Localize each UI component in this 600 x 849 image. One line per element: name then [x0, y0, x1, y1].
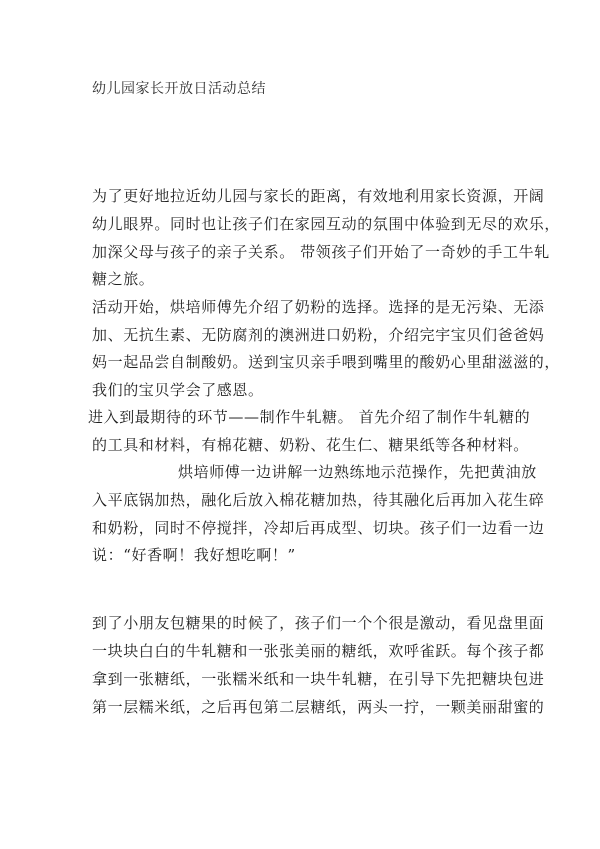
paragraph-line: 到了小朋友包糖果的时候了，孩子们一个个很是激动，看见盘里面	[92, 614, 545, 632]
paragraph-line: 我们的宝贝学会了感恩。	[92, 381, 264, 399]
paragraph-line: 为了更好地拉近幼儿园与家长的距离，有效地利用家长资源，开阔	[92, 187, 545, 205]
paragraph-line: 加、无抗生素、无防腐剂的澳洲进口奶粉，介绍完宇宝贝们爸爸妈	[92, 326, 545, 344]
paragraph-line: 第一层糯米纸，之后再包第二层糖纸，两头一拧，一颗美丽甜蜜的	[92, 698, 545, 716]
paragraph-line: 拿到一张糖纸，一张糯米纸和一块牛轧糖，在引导下先把糖块包进	[92, 670, 545, 688]
paragraph-line: 加深父母与孩子的亲子关系。 带领孩子们开始了一奇妙的手工牛轧	[92, 243, 550, 261]
paragraph-line: 妈一起品尝自制酸奶。送到宝贝亲手喂到嘴里的酸奶心里甜滋滋的，	[92, 353, 561, 371]
paragraph-line: 说：“好香啊！我好想吃啊！”	[92, 546, 296, 564]
paragraph-line: 的工具和材料，有棉花糖、奶粉、花生仁、糖果纸等各种材料。	[92, 436, 529, 454]
paragraph-line: 入平底锅加热，融化后放入棉花糖加热，待其融化后再加入花生碎	[92, 491, 545, 509]
paragraph-line: 一块块白白的牛轧糖和一张张美丽的糖纸，欢呼雀跃。每个孩子都	[92, 642, 545, 660]
paragraph-line: 和奶粉，同时不停搅拌，冷却后再成型、切块。孩子们一边看一边	[92, 519, 545, 537]
paragraph-line: 糖之旅。	[92, 270, 155, 288]
paragraph-line: 活动开始，烘培师傅先介绍了奶粉的选择。选择的是无污染、无添	[92, 298, 545, 316]
document-title: 幼儿园家长开放日活动总结	[92, 81, 266, 97]
paragraph-line: 幼儿眼界。同时也让孩子们在家园互动的氛围中体验到无尽的欢乐，	[92, 215, 561, 233]
paragraph-line: 进入到最期待的环节——制作牛轧糖。 首先介绍了制作牛轧糖的	[88, 408, 531, 426]
paragraph-line: 烘培师傅一边讲解一边熟练地示范操作，先把黄油放	[178, 463, 537, 481]
